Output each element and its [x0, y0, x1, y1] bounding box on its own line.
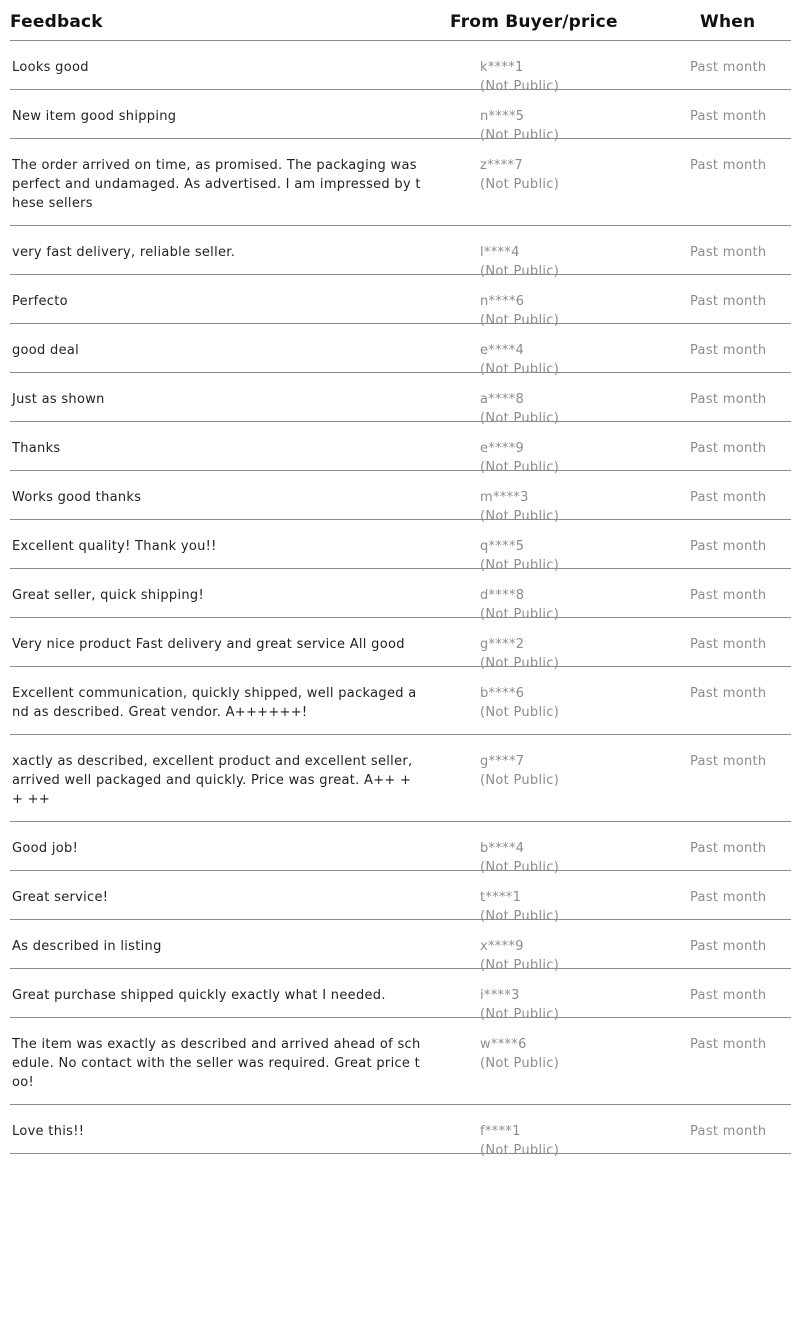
- feedback-text: Great service!: [12, 890, 109, 905]
- when-cell: Past month: [690, 60, 767, 75]
- when-cell: Past month: [690, 1037, 767, 1052]
- buyer-visibility: (Not Public): [480, 1056, 560, 1071]
- buyer-visibility: (Not Public): [480, 313, 560, 328]
- feedback-text: Works good thanks: [12, 490, 142, 505]
- buyer-visibility: (Not Public): [480, 509, 560, 524]
- buyer-visibility: (Not Public): [480, 958, 560, 973]
- table-row: [10, 90, 791, 143]
- table-row: [10, 1105, 791, 1158]
- buyer-visibility: (Not Public): [480, 411, 560, 426]
- buyer-id: d****8: [480, 588, 525, 603]
- buyer-cell: [480, 752, 559, 790]
- buyer-id: i****3: [480, 988, 520, 1003]
- buyer-visibility: (Not Public): [480, 362, 560, 377]
- feedback-text: The order arrived on time, as promised. The packaging was perfect and undamaged. As advertised. I am impressed by these sellers: [12, 158, 421, 211]
- when-cell: Past month: [690, 109, 767, 124]
- buyer-visibility: (Not Public): [480, 773, 560, 788]
- when-cell: Past month: [690, 539, 767, 554]
- when-cell: Past month: [690, 245, 767, 260]
- buyer-id: b****4: [480, 841, 525, 856]
- feedback-text: very fast delivery, reliable seller.: [12, 245, 236, 260]
- buyer-visibility: (Not Public): [480, 1007, 560, 1022]
- feedback-text: Just as shown: [12, 392, 105, 407]
- table-row: [10, 324, 791, 377]
- when-cell: Past month: [690, 294, 767, 309]
- feedback-table: [10, 0, 791, 1158]
- buyer-visibility: (Not Public): [480, 607, 560, 622]
- buyer-id: g****7: [480, 754, 525, 769]
- table-row: [10, 520, 791, 573]
- buyer-id: x****9: [480, 939, 524, 954]
- buyer-visibility: (Not Public): [480, 860, 560, 875]
- buyer-visibility: (Not Public): [480, 79, 560, 94]
- table-row: [10, 822, 791, 875]
- table-row: [10, 667, 791, 735]
- buyer-id: n****5: [480, 109, 525, 124]
- feedback-text: good deal: [12, 343, 80, 358]
- header-when: When: [700, 12, 756, 32]
- when-cell: Past month: [690, 158, 767, 173]
- when-cell: Past month: [690, 343, 767, 358]
- buyer-id: t****1: [480, 890, 522, 905]
- table-row: [10, 871, 791, 924]
- when-cell: Past month: [690, 754, 767, 769]
- feedback-text: Good job!: [12, 841, 79, 856]
- buyer-id: w****6: [480, 1037, 527, 1052]
- when-cell: Past month: [690, 686, 767, 701]
- feedback-text: Great purchase shipped quickly exactly what I needed.: [12, 988, 386, 1003]
- buyer-visibility: (Not Public): [480, 460, 560, 475]
- when-cell: Past month: [690, 637, 767, 652]
- when-cell: Past month: [690, 490, 767, 505]
- buyer-id: g****2: [480, 637, 525, 652]
- table-row: [10, 471, 791, 524]
- when-cell: Past month: [690, 890, 767, 905]
- buyer-id: e****4: [480, 343, 525, 358]
- feedback-text: Thanks: [12, 441, 61, 456]
- feedback-text: Excellent communication, quickly shipped, well packaged and as described. Great vendor. A++++++!: [12, 686, 417, 720]
- when-cell: Past month: [690, 841, 767, 856]
- feedback-text: New item good shipping: [12, 109, 177, 124]
- buyer-id: z****7: [480, 158, 523, 173]
- feedback-text: Perfecto: [12, 294, 68, 309]
- header-buyer: From Buyer/price: [450, 12, 618, 32]
- when-cell: Past month: [690, 441, 767, 456]
- feedback-text: xactly as described, excellent product and excellent seller, arrived well packaged and quickly. Price was great. A++ ++ ++: [12, 754, 413, 807]
- when-cell: Past month: [690, 988, 767, 1003]
- feedback-text: Very nice product Fast delivery and great service All good: [12, 637, 405, 652]
- table-row: [10, 139, 791, 226]
- buyer-id: q****5: [480, 539, 525, 554]
- buyer-visibility: (Not Public): [480, 177, 560, 192]
- feedback-text: Love this!!: [12, 1124, 85, 1139]
- table-row: [10, 373, 791, 426]
- when-cell: Past month: [690, 939, 767, 954]
- when-cell: Past month: [690, 588, 767, 603]
- table-header: [10, 0, 791, 41]
- buyer-id: b****6: [480, 686, 525, 701]
- when-cell: Past month: [690, 1124, 767, 1139]
- feedback-text: As described in listing: [12, 939, 162, 954]
- buyer-visibility: (Not Public): [480, 909, 560, 924]
- buyer-id: a****8: [480, 392, 525, 407]
- table-row: [10, 422, 791, 475]
- table-row: [10, 41, 791, 94]
- table-row: [10, 1018, 791, 1105]
- table-row: [10, 735, 791, 822]
- table-row: [10, 275, 791, 328]
- buyer-cell: [480, 1035, 559, 1073]
- buyer-id: m****3: [480, 490, 529, 505]
- table-row: [10, 920, 791, 973]
- buyer-visibility: (Not Public): [480, 264, 560, 279]
- buyer-visibility: (Not Public): [480, 558, 560, 573]
- feedback-text: Great seller, quick shipping!: [12, 588, 204, 603]
- buyer-id: f****1: [480, 1124, 521, 1139]
- feedback-text: Excellent quality! Thank you!!: [12, 539, 217, 554]
- table-row: [10, 969, 791, 1022]
- table-row: [10, 226, 791, 279]
- buyer-id: k****1: [480, 60, 524, 75]
- buyer-id: n****6: [480, 294, 525, 309]
- buyer-cell: [480, 684, 559, 722]
- table-row: [10, 569, 791, 622]
- buyer-visibility: (Not Public): [480, 1143, 560, 1158]
- feedback-text: The item was exactly as described and arrived ahead of schedule. No contact with the seller was required. Great price too!: [12, 1037, 421, 1090]
- table-row: [10, 618, 791, 671]
- buyer-visibility: (Not Public): [480, 128, 560, 143]
- feedback-text: Looks good: [12, 60, 89, 75]
- when-cell: Past month: [690, 392, 767, 407]
- buyer-id: e****9: [480, 441, 525, 456]
- buyer-cell: [480, 156, 559, 194]
- buyer-visibility: (Not Public): [480, 705, 560, 720]
- buyer-id: l****4: [480, 245, 520, 260]
- buyer-visibility: (Not Public): [480, 656, 560, 671]
- buyer-cell: [480, 1122, 559, 1160]
- header-feedback: Feedback: [10, 12, 103, 32]
